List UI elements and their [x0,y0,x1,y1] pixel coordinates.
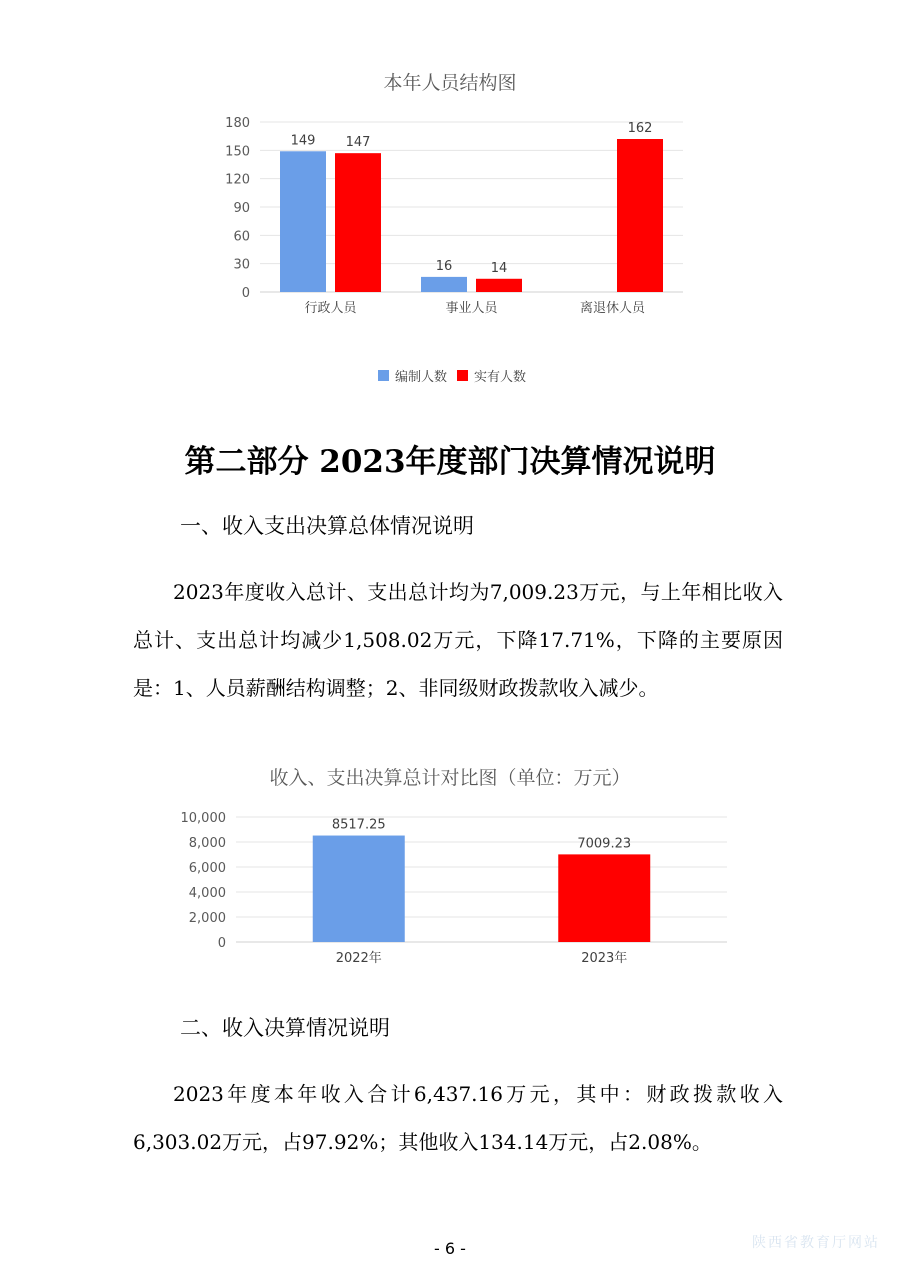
legend-item-series-1 [378,366,447,385]
x-tick-label: 2023年 [581,951,628,966]
section2-paragraph [133,1070,783,1166]
data-label: 162 [627,121,653,136]
chart2-title: 收入、支出决算总计对比图（单位：万元） [269,767,631,789]
data-label: 149 [290,133,316,149]
section2-text: 2023年度本年收入合计6,437.16万元，其中：财政拨款收入6,303.02万元，占97.92%；其他收入134.14万元，占2.08%。 [133,1082,783,1154]
y-tick-label: 0 [217,936,226,951]
section1-paragraph [133,568,783,712]
legend-swatch-series-1 [378,370,389,381]
bar [617,139,663,292]
chart1-plot [0,100,900,330]
legend-label-series-1: 编制人数 [395,370,448,385]
bar [335,153,381,292]
chart1-title: 本年人员结构图 [383,72,517,94]
y-tick-label: 180 [225,116,250,131]
bar [558,854,650,942]
data-label: 8517.25 [331,817,386,833]
part-heading: 第二部分 2023年度部门决算情况说明 [184,444,716,480]
watermark: 陕西省教育厅网站 [752,1235,880,1251]
x-tick-label: 离退休人员 [579,301,646,316]
x-tick-label: 2022年 [335,951,382,966]
y-tick-label: 10,000 [180,811,226,826]
y-tick-label: 8,000 [188,836,226,851]
section1-heading: 一、收入支出决算总体情况说明 [180,514,474,538]
y-tick-label: 30 [233,257,250,273]
y-tick-label: 120 [225,172,250,188]
data-label: 16 [435,258,453,274]
y-tick-label: 150 [225,144,250,160]
page-number: - 6 - [434,1239,466,1258]
y-tick-label: 90 [233,201,250,216]
y-tick-label: 2,000 [188,911,226,926]
chart2-plot [0,800,900,980]
data-label: 147 [345,135,371,151]
data-label: 7009.23 [577,836,632,852]
legend-label-series-2: 实有人数 [474,370,527,385]
section2-heading: 二、收入决算情况说明 [180,1016,390,1040]
x-tick-label: 事业人员 [445,301,498,316]
y-tick-label: 60 [233,229,250,245]
legend-swatch-series-2 [457,370,468,381]
data-label: 14 [490,260,508,276]
bar [313,836,405,942]
y-tick-label: 4,000 [188,886,226,901]
y-tick-label: 0 [241,286,250,301]
y-tick-label: 6,000 [188,861,226,876]
bar [421,277,467,292]
chart1-legend [378,366,536,385]
legend-item-series-2 [457,366,526,385]
bar [280,151,326,292]
section1-text: 2023年度收入总计、支出总计均为7,009.23万元，与上年相比收入总计、支出总计均减少1,508.02万元，下降17.71%，下降的主要原因是：1、人员薪酬结构调整；2、非同级财政拨款收入减少。 [133,580,783,700]
bar [476,279,522,292]
x-tick-label: 行政人员 [304,301,357,316]
